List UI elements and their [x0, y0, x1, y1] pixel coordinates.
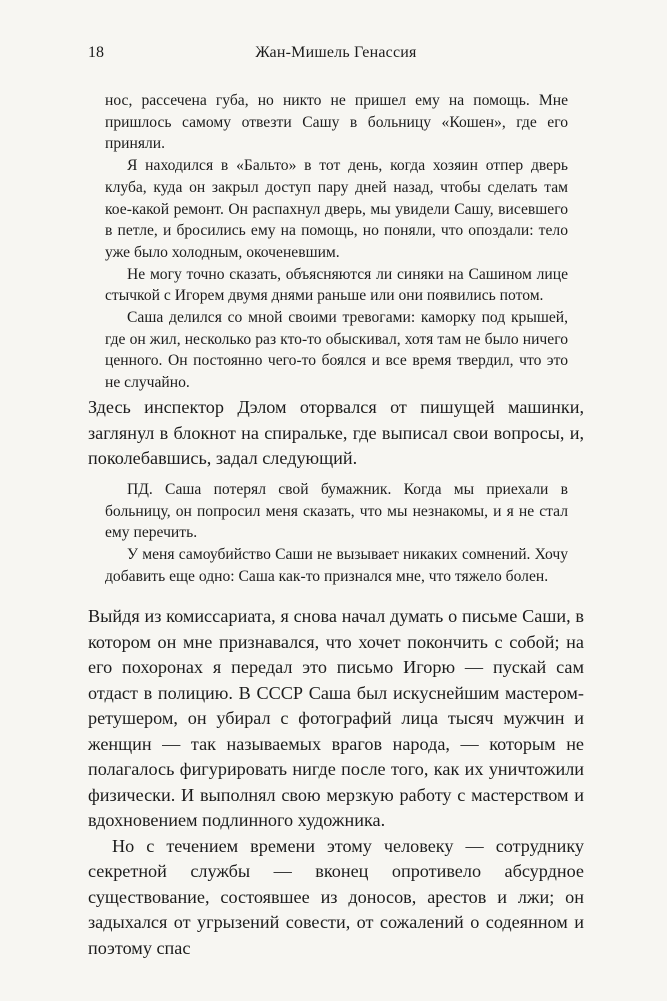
- testimony-paragraph: нос, рассечена губа, но никто не пришел ему на помощь. Мне пришлось самому отвезти Сашу в больницу «Кошен», где его приняли.: [105, 92, 568, 153]
- testimony-paragraph: Саша делился со мной своими тревогами: каморку под крышей, где он жил, несколько раз кто-то обыскивал, хотя там не было ничего ценного. Он постоянно чего-то боялся и все время твердил, что это не случайно.: [105, 309, 568, 392]
- narration-paragraph: Но с течением времени этому человеку — сотруднику секретной службы — вконец опротивело абсурдное существование, состоявшее из доносов, арестов и лжи; он задыхался от угрызений совести, от сожалений о содеянном и поэтому спас: [88, 835, 584, 958]
- testimony-paragraph: Не могу точно сказать, объясняются ли синяки на Сашином лице стычкой с Игорем двумя днями раньше или они появились потом.: [105, 265, 568, 305]
- testimony-block-2: [105, 479, 568, 588]
- page-number: 18: [88, 44, 104, 61]
- testimony-block-1: [105, 90, 568, 394]
- testimony-paragraph: Я находился в «Бальто» в тот день, когда хозяин отпер дверь клуба, куда он закрыл доступ пару дней назад, чтобы сделать там кое-какой ремонт. Он распахнул дверь, мы увидели Сашу, висевшего в петле, и бросились ему на помощь, но поняли, что опоздали: тело уже было холодным, окоченевшим.: [105, 157, 568, 261]
- testimony-paragraph: ПД. Саша потерял свой бумажник. Когда мы приехали в больницу, он попросил меня сказать, что мы незнакомы, и я не стал ему перечить.: [105, 481, 568, 542]
- testimony-paragraph: У меня самоубийство Саши не вызывает никаких сомнений. Хочу добавить еще одно: Саша как-то признался мне, что тяжело болен.: [105, 546, 568, 585]
- page-header: [88, 44, 584, 68]
- narration-block-2: [88, 604, 584, 961]
- narration-block-1: [88, 395, 584, 472]
- running-title: Жан-Мишель Генассия: [255, 44, 417, 61]
- narration-paragraph: Выйдя из комиссариата, я снова начал думать о письме Саши, в котором он мне признавался, что хочет покончить с собой; на его похоронах я передал это письмо Игорю — пускай сам отдаст в полицию. В СССР Саша был искуснейшим мастером-ретушером, он убирал с фотографий лица тысяч мужчин и женщин — так называемых врагов народа, — которым не полагалось фигурировать нигде после того, как их уничтожили физически. И выполнял свою мерзкую работу с мастерством и вдохновением подлинного художника.: [88, 606, 584, 830]
- narration-paragraph: Здесь инспектор Дэлом оторвался от пишущей машинки, заглянул в блокнот на спиральке, где выписал свои вопросы, и, поколебавшись, задал следующий.: [88, 397, 584, 468]
